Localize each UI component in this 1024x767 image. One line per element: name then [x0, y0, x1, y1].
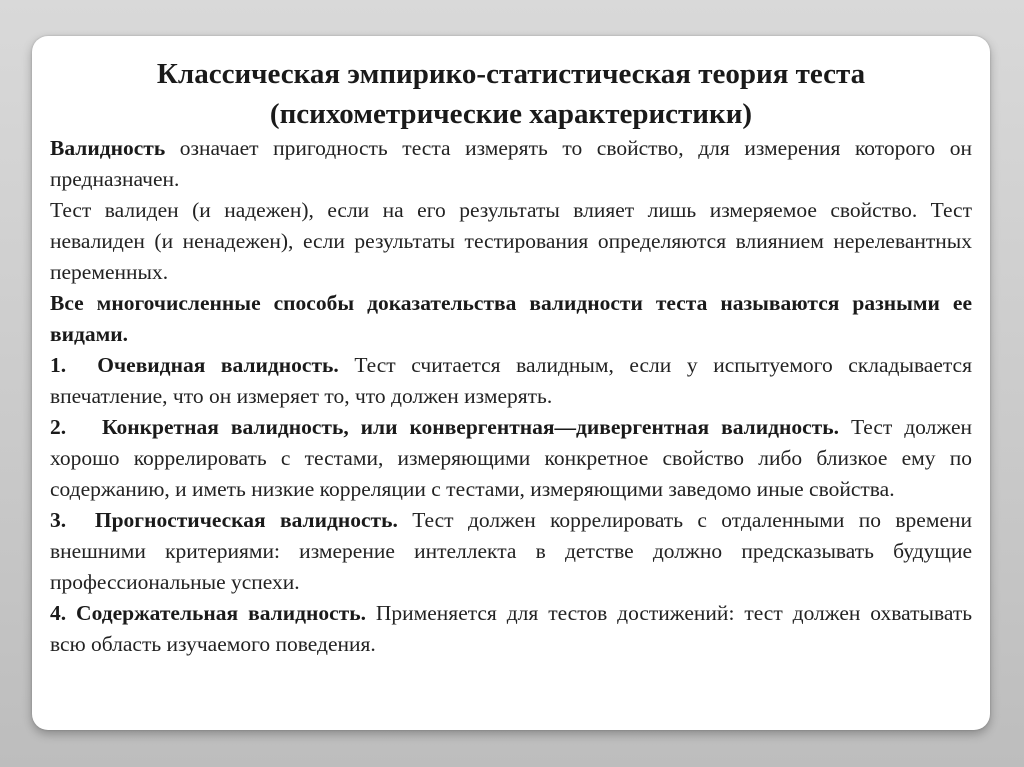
validity-term: Валидность	[50, 136, 166, 160]
validity-type-4-name: Содержательная валидность.	[76, 601, 366, 625]
slide-title-line-2: (психометрические характеристики)	[269, 98, 753, 130]
validity-type-1	[50, 350, 972, 412]
validity-type-1-description: Тест считается валидным, если у испытуемого складывается впечатление, что он измеряет то, что должен измерять.	[50, 353, 972, 408]
validity-type-2-number: 2.	[50, 415, 67, 439]
validity-type-4-description: Применяется для тестов достижений: тест должен охватывать всю область изучаемого поведения.	[50, 601, 973, 656]
validity-type-3-description: Тест должен коррелировать с отдаленными по времени внешними критериями: измерение интеллекта в детстве должно предсказывать будущие профессиональные успехи.	[50, 508, 972, 594]
validity-type-2-description: Тест должен хорошо коррелировать с тестами, измеряющими конкретное свойство либо близкое ему по содержанию, и иметь низкие корреляции с тестами, измеряющими заведомо иные свойства.	[50, 415, 972, 501]
validity-type-3	[50, 505, 972, 598]
slide-card	[32, 36, 990, 730]
validity-condition-paragraph	[50, 195, 972, 288]
slide-title	[52, 54, 970, 134]
validity-type-3-number: 3.	[50, 508, 67, 532]
validity-definition-text: означает пригодность теста измерять то свойство, для измерения которого он предназначен.	[50, 136, 972, 191]
validity-condition-text: Тест валиден (и надежен), если на его результаты влияет лишь измеряемое свойство. Тест невалиден (и ненадежен), если результаты тестирования определяются влиянием нерелевантных переменных.	[50, 198, 972, 284]
slide-body	[50, 133, 972, 660]
validity-type-2	[50, 412, 972, 505]
validity-type-4-number: 4.	[50, 601, 67, 625]
validity-definition-paragraph	[50, 133, 972, 195]
validity-type-1-name: Очевидная валидность.	[97, 353, 339, 377]
validity-types-intro-paragraph	[50, 288, 972, 350]
slide-title-line-1: Классическая эмпирико-статистическая теория теста	[156, 58, 866, 90]
validity-types-intro-text: Все многочисленные способы доказательства валидности теста называются разными ее видами.	[50, 291, 972, 346]
validity-type-1-number: 1.	[50, 353, 67, 377]
validity-type-4	[50, 598, 972, 660]
validity-type-2-name: Конкретная валидность, или конвергентная—дивергентная валидность.	[102, 415, 839, 439]
validity-type-3-name: Прогностическая валидность.	[94, 508, 398, 532]
